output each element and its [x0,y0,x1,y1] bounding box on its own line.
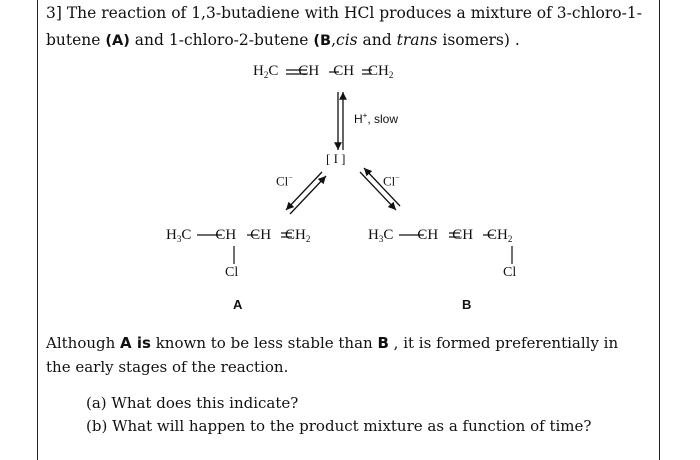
product-a-substituent: Cl [225,265,239,280]
equilibrium-arrow-vertical [338,92,343,150]
chloride-right-label: Cl− [383,173,400,189]
product-a-label: A [233,297,243,312]
subquestion-b: (b) What will happen to the product mixture as a function of time? [86,417,592,435]
intermediate-label: [ I ] [326,151,346,166]
equilibrium-arrow-left [286,172,326,214]
paragraph-line-1: Although A is known to be less stable than B , it is formed preferentially in [46,334,619,352]
reaction-condition: H+, slow [354,111,399,126]
chloride-left-label: Cl− [276,173,293,189]
reactant-double-bond-2 [362,70,372,74]
reactant-butadiene: $H_2C$ CH CH $CH_2$ [253,63,394,80]
product-b-formula: $H_3C$ CH CH $CH_2$ [368,227,513,244]
product-a-formula: $H_3C$ CH CH $CH_2$ [166,227,311,244]
equilibrium-arrow-right [360,168,400,210]
paragraph-line-2: the early stages of the reaction. [46,358,289,376]
product-a-bonds [197,233,292,264]
product-b-label: B [462,297,472,312]
product-b-substituent: Cl [503,265,517,280]
product-b-bonds [399,233,512,264]
subquestion-a: (a) What does this indicate? [86,394,299,412]
question-line-1: 3] The reaction of 1,3-butadiene with HCl produces a mixture of 3-chloro-1- [46,4,642,22]
reactant-double-bond-1 [286,70,307,74]
question-line-2: butene (A) and 1-chloro-2-butene (B,cis and trans isomers) . [46,31,520,49]
